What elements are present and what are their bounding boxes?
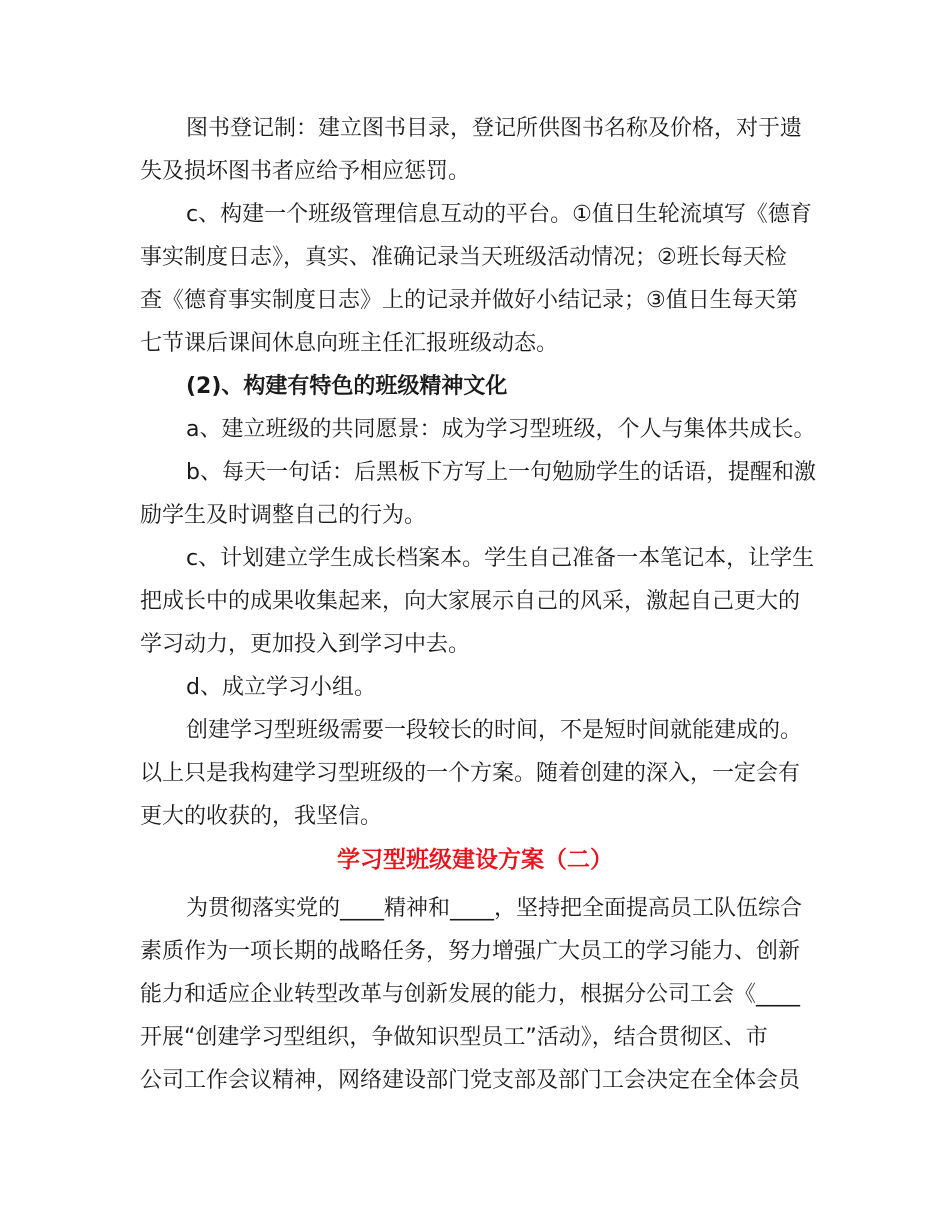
section-heading: (2)、构建有特色的班级精神文化 [186, 374, 508, 399]
paragraph-line: 励学生及时调整自己的行为。 [140, 503, 427, 528]
paragraph-line: 更大的收获的，我坚信。 [140, 804, 383, 829]
paragraph-line: 把成长中的成果收集起来，向大家展示自己的风采，激起自己更大的 [140, 589, 801, 614]
paragraph-line: 创建学习型班级需要一段较长的时间，不是短时间就能建成的。 [186, 718, 803, 743]
paragraph-line: 图书登记制：建立图书目录，登记所供图书名称及价格，对于遗 [186, 116, 803, 141]
paragraph-line: 失及损坏图书者应给予相应惩罚。 [140, 159, 471, 184]
paragraph-line: c、计划建立学生成长档案本。学生自己准备一本笔记本，让学生 [186, 546, 815, 571]
paragraph-line: 事实制度日志》，真实、准确记录当天班级活动情况；②班长每天检 [140, 245, 787, 270]
paragraph-line: 公司工作会议精神，网络建设部门党支部及部门工会决定在全体会员 [140, 1068, 801, 1093]
paragraph-line: 七节课后课间休息向班主任汇报班级动态。 [140, 331, 559, 356]
paragraph-line: 能力和适应企业转型改革与创新发展的能力，根据分公司工会《____ [140, 982, 801, 1007]
paragraph-line: 查《德育事实制度日志》上的记录并做好小结记录；③值日生每天第 [140, 288, 798, 313]
paragraph-line: c、构建一个班级管理信息互动的平台。①值日生轮流填写《德育 [186, 202, 812, 227]
paragraph-line: 以上只是我构建学习型班级的一个方案。随着创建的深入，一定会有 [140, 761, 801, 786]
document-title: 学习型班级建设方案（二） [337, 847, 613, 873]
paragraph-line: d、成立学习小组。 [186, 675, 376, 700]
paragraph-line: 学习动力，更加投入到学习中去。 [140, 632, 471, 657]
paragraph-line: b、每天一句话：后黑板下方写上一句勉励学生的话语，提醒和激 [186, 460, 816, 485]
paragraph-line: 开展“创建学习型组织，争做知识型员工”活动》，结合贯彻区、市 [140, 1025, 768, 1050]
paragraph-line: 素质作为一项长期的战略任务，努力增强广大员工的学习能力、创新 [140, 939, 801, 964]
paragraph-line: 为贯彻落实党的____精神和____，坚持把全面提高员工队伍综合 [186, 896, 803, 921]
paragraph-line: a、建立班级的共同愿景：成为学习型班级，个人与集体共成长。 [186, 417, 816, 442]
